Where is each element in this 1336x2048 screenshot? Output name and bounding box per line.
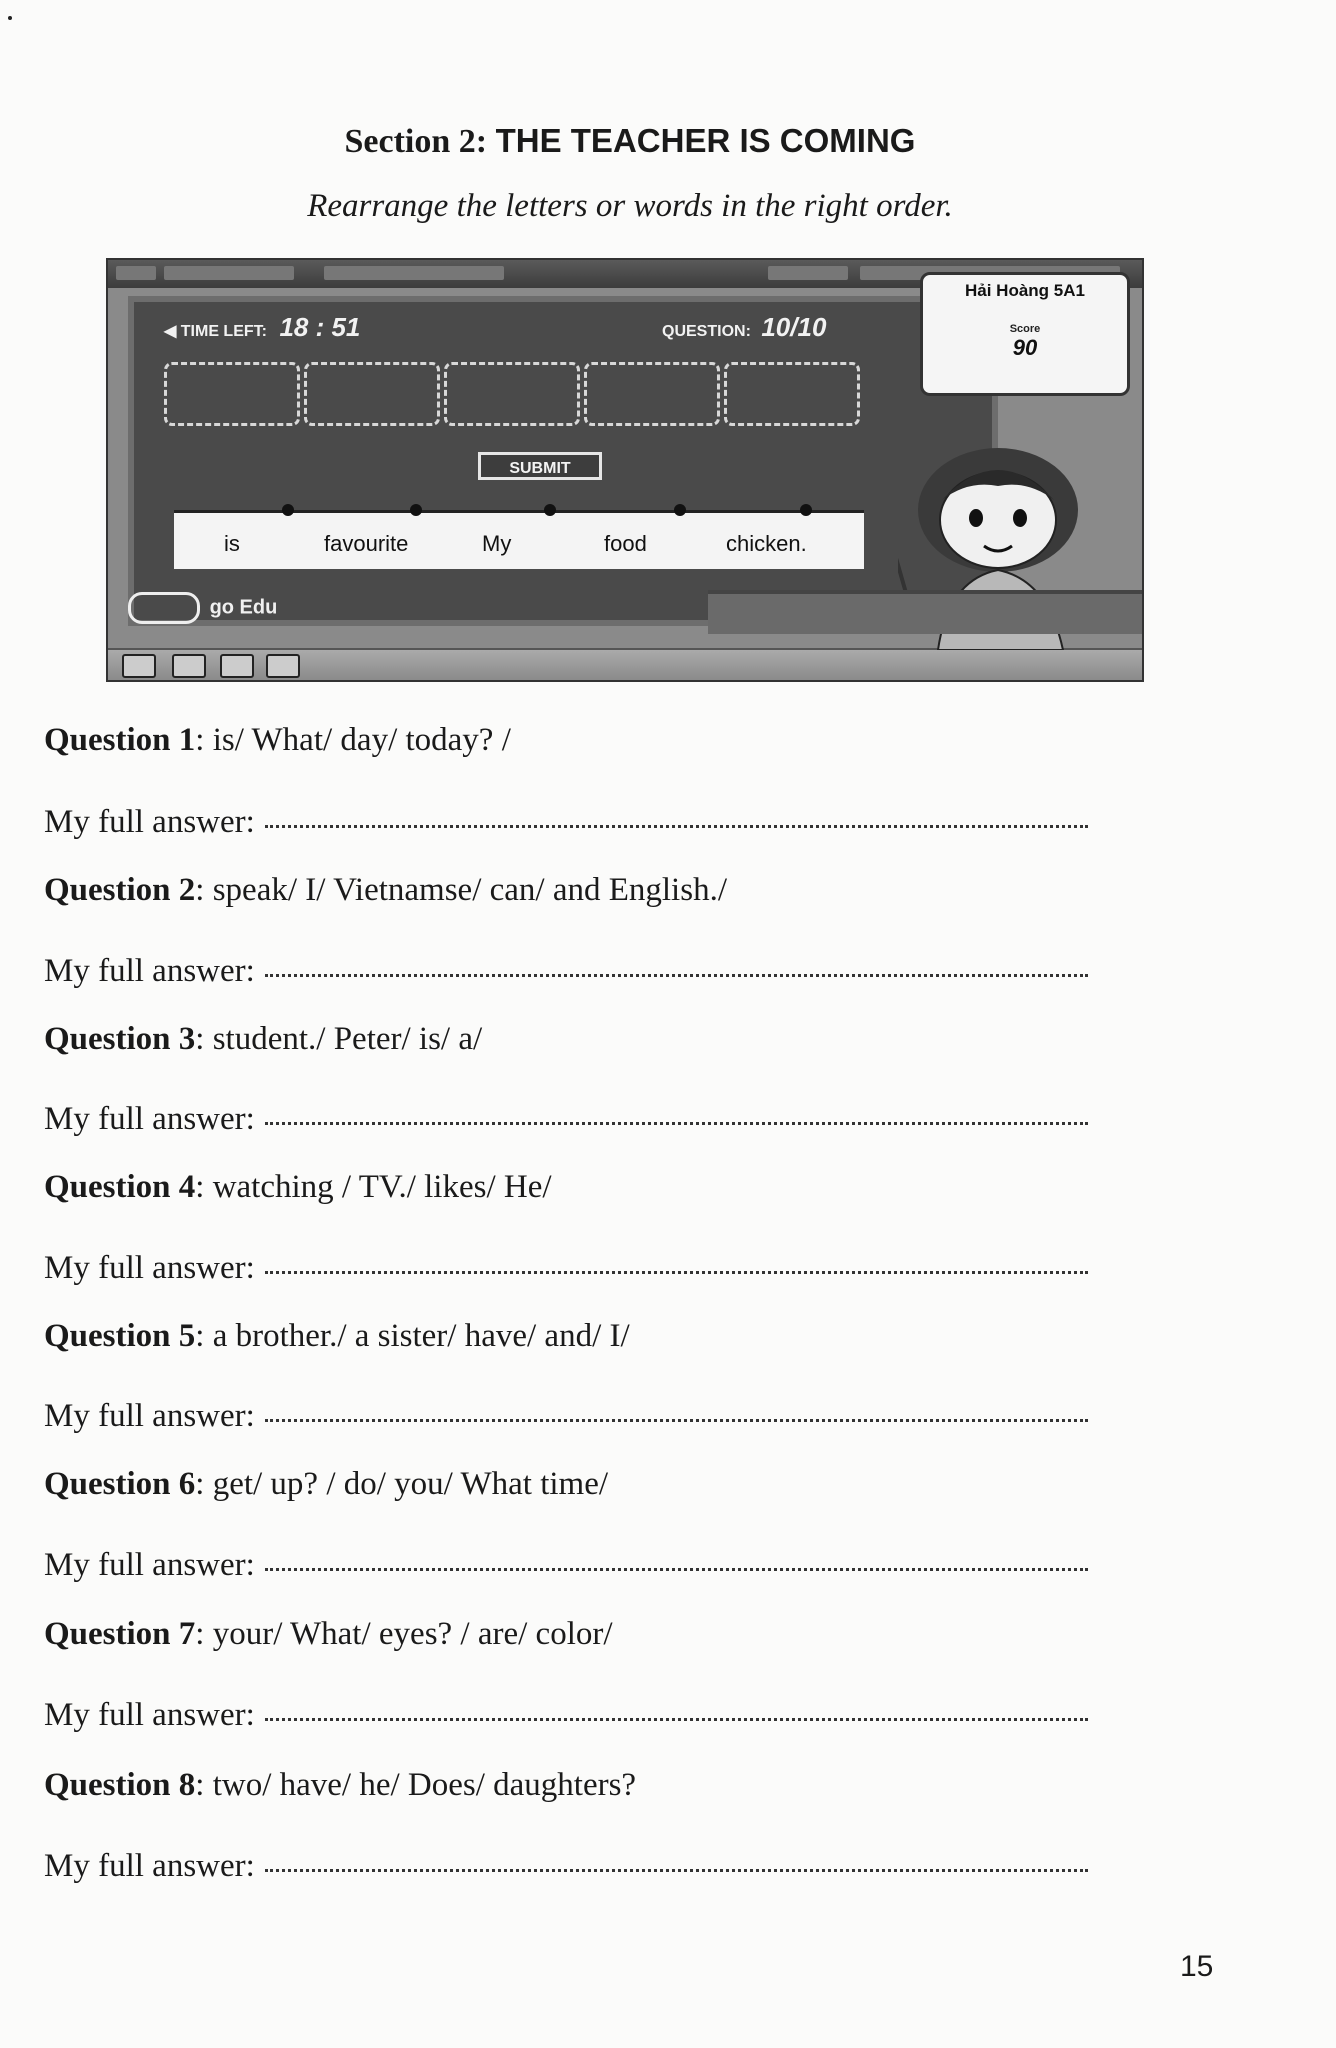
toolbar-tab xyxy=(324,266,504,280)
question-label: Question 4 xyxy=(44,1169,196,1205)
question-label: Question 8 xyxy=(44,1767,196,1803)
answer-dots[interactable] xyxy=(265,970,1088,977)
word-tile[interactable]: chicken. xyxy=(726,531,807,556)
game-screenshot xyxy=(106,258,1144,682)
toolbar-button xyxy=(768,266,848,280)
question-prompt: two/ have/ he/ Does/ daughters? xyxy=(212,1767,637,1803)
question-prompt: watching / TV./ likes/ He/ xyxy=(212,1169,552,1205)
answer-slot[interactable] xyxy=(304,362,440,426)
sound-icon[interactable] xyxy=(172,654,206,678)
refresh-icon[interactable] xyxy=(220,654,254,678)
question-prompt: student./ Peter/ is/ a/ xyxy=(212,1021,483,1057)
timer-value: 18 : 51 xyxy=(279,312,361,342)
answer-slot[interactable] xyxy=(724,362,860,426)
answer-label: My full answer: xyxy=(44,1250,255,1286)
question-6: Question 6: get/ up? / do/ you/ What time/ xyxy=(44,1466,609,1502)
ink-speck xyxy=(8,16,12,20)
answer-line-2[interactable] xyxy=(44,953,1088,990)
game-board xyxy=(128,296,998,626)
question-4: Question 4: watching / TV./ likes/ He/ xyxy=(44,1169,552,1205)
submit-button[interactable]: SUBMIT xyxy=(478,452,602,480)
answer-label: My full answer: xyxy=(44,953,255,989)
question-counter xyxy=(662,312,826,343)
question-prompt: a brother./ a sister/ have/ and/ I/ xyxy=(212,1318,630,1354)
question-prompt: speak/ I/ Vietnamse/ can/ and English./ xyxy=(212,872,727,908)
answer-label: My full answer: xyxy=(44,804,255,840)
timer xyxy=(164,312,360,343)
game-control-bar xyxy=(108,648,1142,680)
score-value: 90 xyxy=(1012,335,1038,360)
question-8: Question 8: two/ have/ he/ Does/ daughters? xyxy=(44,1767,637,1803)
word-tile[interactable]: My xyxy=(482,531,512,556)
question-3: Question 3: student./ Peter/ is/ a/ xyxy=(44,1021,483,1057)
question-5: Question 5: a brother./ a sister/ have/ and/ I/ xyxy=(44,1318,630,1354)
answer-label: My full answer: xyxy=(44,1848,255,1884)
section-label: Section 2: xyxy=(344,123,488,160)
hint-icon[interactable] xyxy=(266,654,300,678)
teacher-desk xyxy=(708,590,1144,634)
section-heading xyxy=(0,122,1260,161)
answer-slot[interactable] xyxy=(444,362,580,426)
settings-icon[interactable] xyxy=(122,654,156,678)
peg-icon xyxy=(674,504,686,516)
peg-icon xyxy=(800,504,812,516)
instruction-text: Rearrange the letters or words in the right order. xyxy=(307,188,953,224)
answer-line-7[interactable] xyxy=(44,1697,1088,1734)
timer-label: TIME LEFT: xyxy=(180,323,267,340)
question-counter-label: QUESTION: xyxy=(662,323,751,340)
speaker-icon: ◀ xyxy=(164,323,177,340)
answer-dots[interactable] xyxy=(265,821,1088,828)
question-prompt: get/ up? / do/ you/ What time/ xyxy=(212,1466,609,1502)
answer-label: My full answer: xyxy=(44,1101,255,1137)
answer-label: My full answer: xyxy=(44,1547,255,1583)
answer-line-6[interactable] xyxy=(44,1547,1088,1584)
answer-dots[interactable] xyxy=(265,1267,1088,1274)
toolbar-logo-icon xyxy=(116,266,156,280)
answer-label: My full answer: xyxy=(44,1697,255,1733)
game-logo xyxy=(128,592,277,624)
score-card xyxy=(920,272,1130,396)
question-prompt: is/ What/ day/ today? / xyxy=(212,722,511,758)
question-label: Question 5 xyxy=(44,1318,196,1354)
answer-dots[interactable] xyxy=(265,1415,1088,1422)
answer-line-1[interactable] xyxy=(44,804,1088,841)
word-tile[interactable]: is xyxy=(224,531,240,556)
answer-slot[interactable] xyxy=(584,362,720,426)
answer-line-4[interactable] xyxy=(44,1250,1088,1287)
toolbar-tab xyxy=(164,266,294,280)
page-number: 15 xyxy=(1180,1950,1214,1983)
peg-icon xyxy=(410,504,422,516)
logo-mark-icon xyxy=(128,592,200,624)
answer-label: My full answer: xyxy=(44,1398,255,1434)
answer-dots[interactable] xyxy=(265,1714,1088,1721)
question-label: Question 1 xyxy=(44,722,196,758)
question-7: Question 7: your/ What/ eyes? / are/ color/ xyxy=(44,1616,613,1652)
question-2: Question 2: speak/ I/ Vietnamse/ can/ and English./ xyxy=(44,872,727,908)
question-label: Question 3 xyxy=(44,1021,196,1057)
question-label: Question 6 xyxy=(44,1466,196,1502)
answer-line-3[interactable] xyxy=(44,1101,1088,1138)
answer-slot[interactable] xyxy=(164,362,300,426)
answer-dots[interactable] xyxy=(265,1118,1088,1125)
answer-line-8[interactable] xyxy=(44,1848,1088,1885)
peg-icon xyxy=(282,504,294,516)
question-1: Question 1: is/ What/ day/ today? / xyxy=(44,722,511,758)
question-label: Question 2 xyxy=(44,872,196,908)
question-label: Question 7 xyxy=(44,1616,196,1652)
word-tile[interactable]: favourite xyxy=(324,531,409,556)
answer-dots[interactable] xyxy=(265,1865,1088,1872)
peg-icon xyxy=(544,504,556,516)
student-name: Hải Hoàng 5A1 xyxy=(965,281,1085,300)
question-prompt: your/ What/ eyes? / are/ color/ xyxy=(212,1616,613,1652)
score-label: Score xyxy=(1009,323,1041,335)
question-counter-value: 10/10 xyxy=(761,312,827,342)
section-title: THE TEACHER IS COMING xyxy=(495,122,916,159)
word-bank xyxy=(174,510,864,569)
answer-line-5[interactable] xyxy=(44,1398,1088,1435)
answer-dots[interactable] xyxy=(265,1564,1088,1571)
word-tile[interactable]: food xyxy=(604,531,647,556)
logo-text: go Edu xyxy=(209,596,278,619)
